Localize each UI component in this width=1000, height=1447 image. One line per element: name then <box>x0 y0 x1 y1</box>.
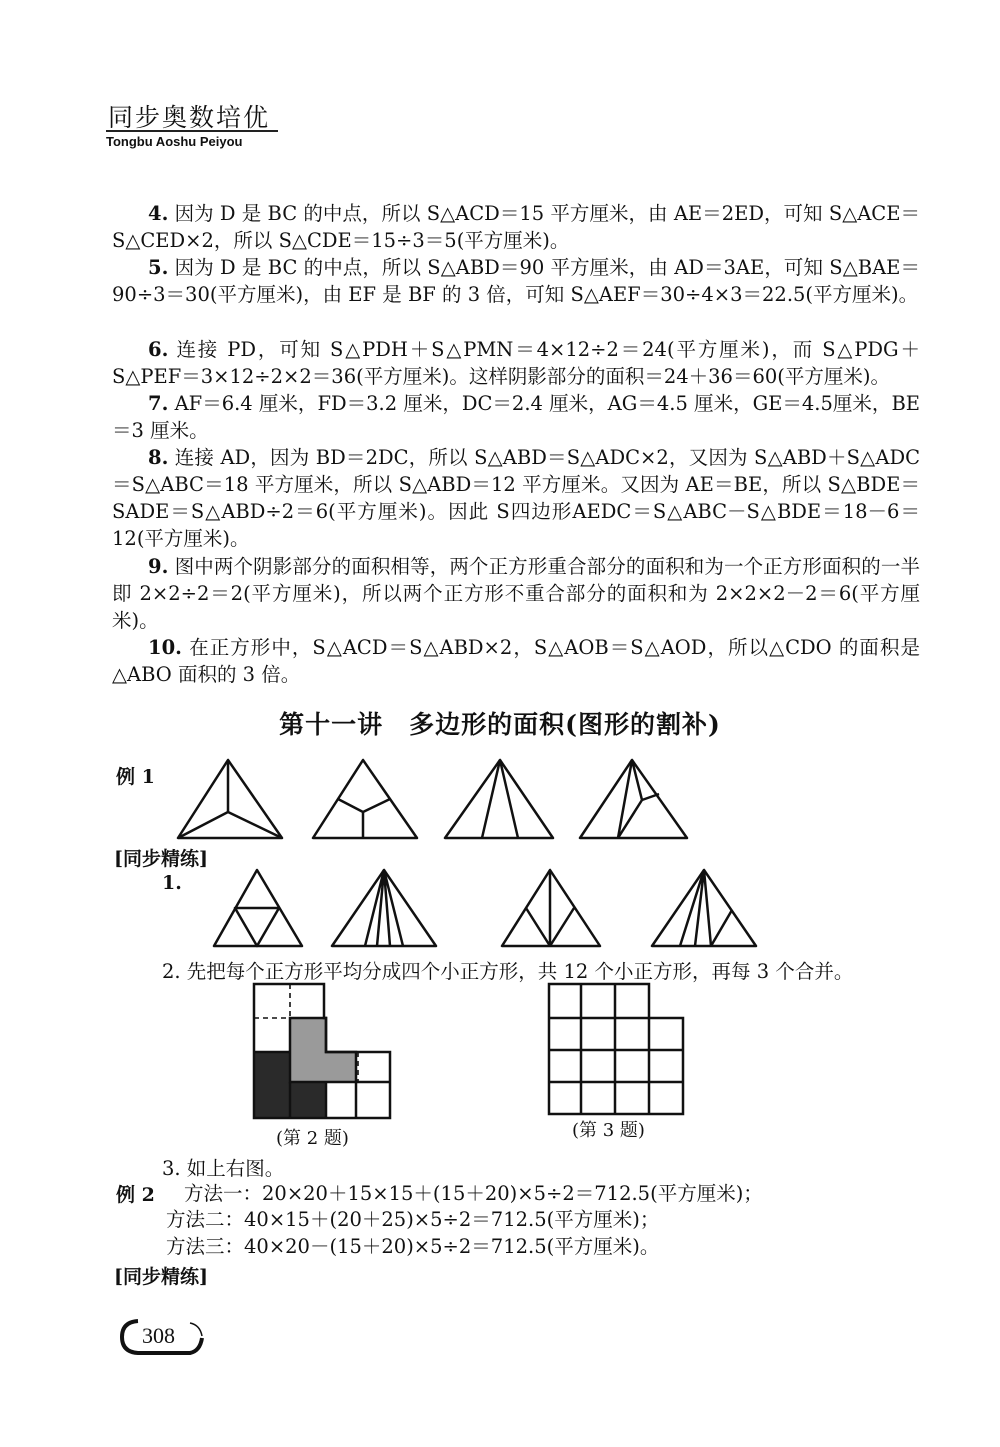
answer-4 <box>112 200 920 254</box>
triangle-3 <box>445 760 553 838</box>
answer-8 <box>112 444 920 552</box>
answer-number: 10. <box>148 636 182 659</box>
practice-label-2: [同步精练] <box>114 1266 208 1288</box>
practice-item-2-text: 2. 先把每个正方形平均分成四个小正方形，共 12 个小正方形，再每 3 个合并。 <box>162 960 854 983</box>
answer-number: 9. <box>148 555 169 578</box>
example-2-method-1: 方法一：20×20＋15×15＋(15＋20)×5÷2＝712.5(平方厘米)； <box>184 1182 763 1205</box>
answer-text: AF＝6.4 厘米，FD＝3.2 厘米，DC＝2.4 厘米，AG＝4.5 厘米，GE＝4.5厘米，BE＝3 厘米。 <box>112 392 921 442</box>
ptriangle-2-cuts <box>365 870 403 946</box>
practice-label: [同步精练] <box>114 848 208 870</box>
answer-text: 连接 PD，可知 S△PDH＋S△PMN＝4×12÷2＝24(平方厘米)，而 S△PDG＋S△PEF＝3×12÷2×2＝36(平方厘米)。这样阴影部分的面积＝24＋36＝60(平方厘米)。 <box>112 338 920 388</box>
practice-1-triangles <box>210 866 770 951</box>
answer-9 <box>112 553 920 634</box>
answer-text: 图中两个阴影部分的面积相等，两个正方形重合部分的面积和为一个正方形面积的一半即 2×2÷2＝2(平方厘米)，所以两个正方形不重合部分的面积和为 2×2×2－2＝6(平方厘米)。 <box>112 555 920 632</box>
answer-number: 7. <box>148 392 169 415</box>
triangle-1 <box>178 760 282 838</box>
answer-10 <box>112 634 920 688</box>
book-title-english: Tongbu Aoshu Peiyou <box>106 134 243 149</box>
triangle-1-cuts <box>178 760 282 838</box>
answer-text: 在正方形中，S△ACD＝S△ABD×2，S△AOB＝S△AOD，所以△CDO 的面积是△ABO 面积的 3 倍。 <box>112 636 921 686</box>
example-2-method-2: 方法二：40×15＋(20＋25)×5÷2＝712.5(平方厘米)； <box>166 1208 660 1231</box>
grid-lines <box>549 984 683 1114</box>
triangle-4 <box>580 760 687 838</box>
ptriangle-4-cuts <box>680 870 732 946</box>
practice-item-1: 1. <box>162 872 182 894</box>
caption-problem-3: (第 3 题) <box>572 1120 645 1141</box>
triangle-2 <box>313 760 417 838</box>
header-rule <box>106 130 278 132</box>
answer-number: 8. <box>148 446 169 469</box>
caption-problem-2: (第 2 题) <box>276 1128 349 1149</box>
answer-number: 4. <box>148 202 169 225</box>
answer-6 <box>112 336 920 390</box>
answer-number: 5. <box>148 256 169 279</box>
example-1-label: 例 1 <box>116 766 155 788</box>
figure-problem-2 <box>250 980 395 1122</box>
ptriangle-1-cuts <box>235 908 279 946</box>
triangle-3-cuts <box>482 760 518 838</box>
ptriangle-3-cuts <box>526 870 574 946</box>
example-2-label: 例 2 <box>116 1184 155 1206</box>
triangle-2-cuts <box>338 799 390 838</box>
book-title: 同步奥数培优 <box>108 103 271 132</box>
answer-number: 6. <box>148 338 169 361</box>
section-title: 第十一讲 多边形的面积(图形的割补) <box>279 710 721 739</box>
gray-region <box>290 1018 356 1082</box>
example-1-triangles <box>170 752 700 842</box>
figure-problem-3 <box>545 980 690 1118</box>
answer-text: 因为 D 是 BC 的中点，所以 S△ACD＝15 平方厘米，由 AE＝2ED，可知 S△ACE＝S△CED×2，所以 S△CDE＝15÷3＝5(平方厘米)。 <box>112 202 920 252</box>
answer-5 <box>112 254 920 308</box>
dark-region <box>290 1082 326 1118</box>
answer-text: 连接 AD，因为 BD＝2DC，所以 S△ABD＝S△ADC×2，又因为 S△ABD＋S△ADC＝S△ABC＝18 平方厘米，所以 S△ABD＝12 平方厘米。又因为 AE＝BE，所以 S△BDE＝SADE＝S△ABD÷2＝6(平方厘米)。因此 S四边形AEDC＝S△ABC－S△BDE＝18－6＝12(平方厘米)。 <box>112 446 920 550</box>
practice-item-3: 3. 如上右图。 <box>162 1157 285 1180</box>
answer-7 <box>112 390 920 444</box>
answer-text: 因为 D 是 BC 的中点，所以 S△ABD＝90 平方厘米，由 AD＝3AE，可知 S△BAE＝90÷3＝30(平方厘米)，由 EF 是 BF 的 3 倍，可知 S△AEF＝30÷4×3＝22.5(平方厘米)。 <box>112 256 920 306</box>
dark-region <box>254 1052 290 1118</box>
page-number: 308 <box>142 1323 175 1348</box>
example-2-method-3: 方法三：40×20－(15＋20)×5÷2＝712.5(平方厘米)。 <box>166 1235 660 1258</box>
